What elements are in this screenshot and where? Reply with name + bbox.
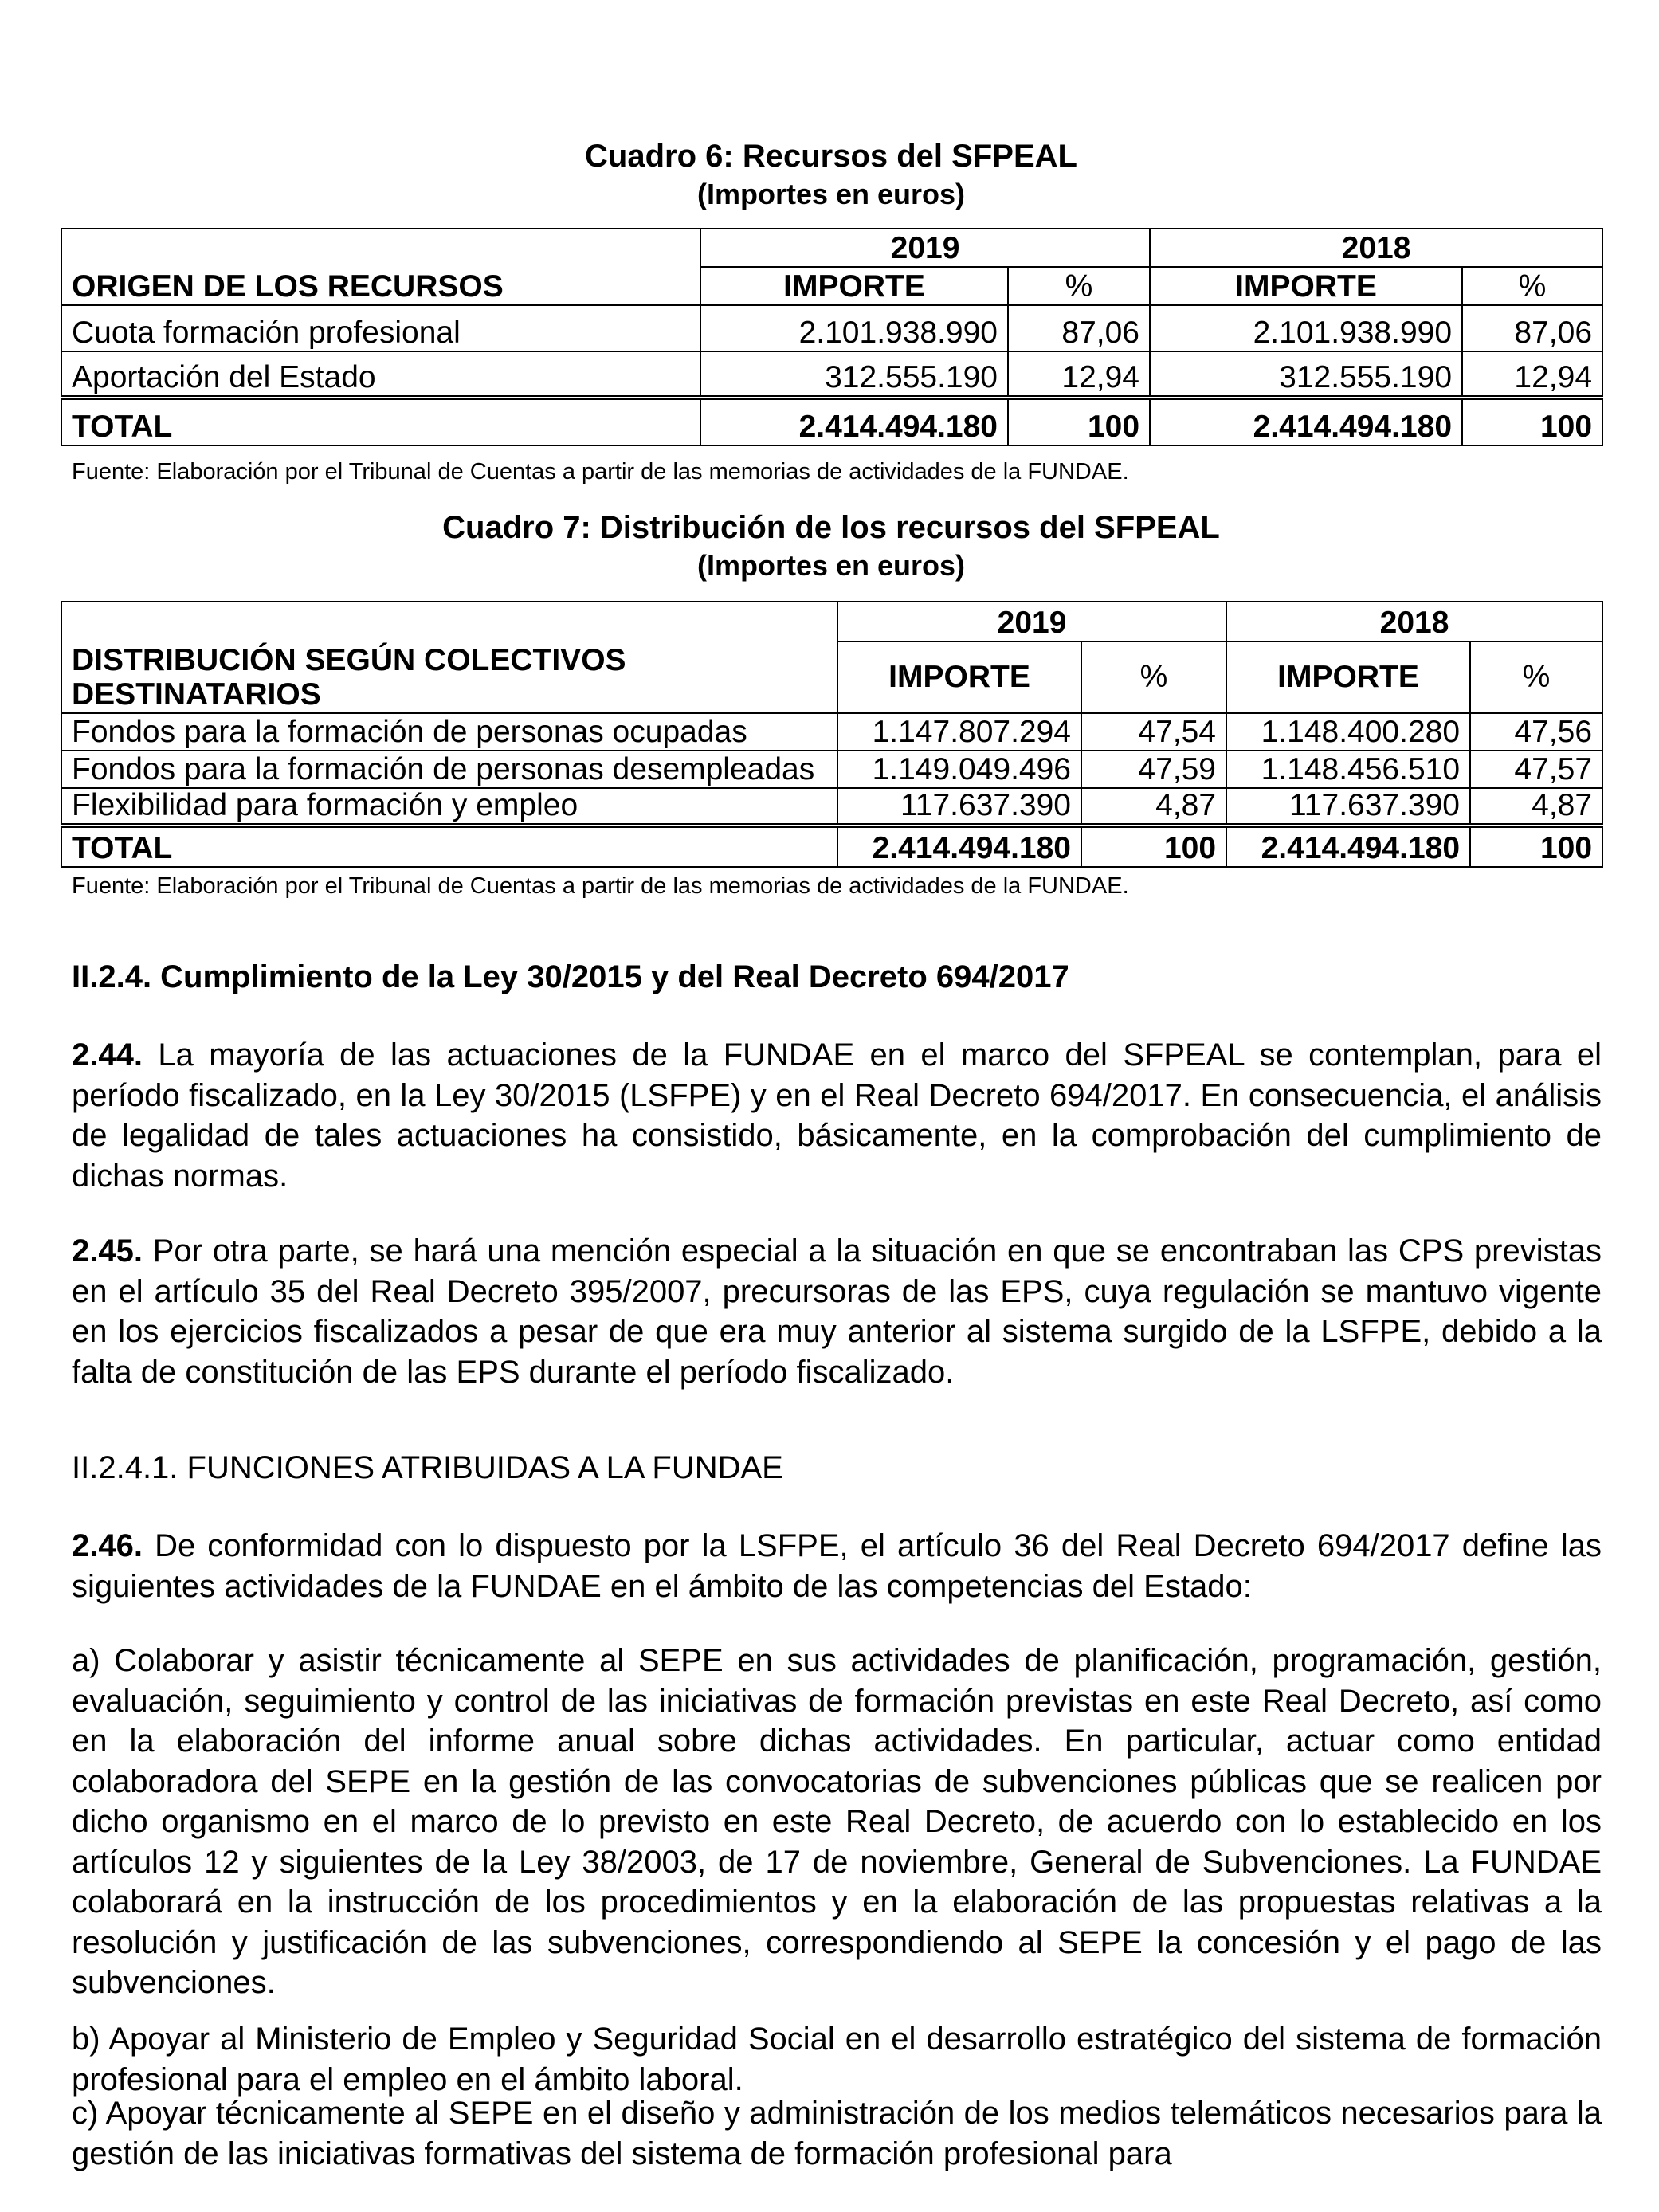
cell-pct: 87,06 [1462,305,1602,351]
year-header: 2019 [700,229,1150,267]
column-header: % [1462,267,1602,305]
table-total-row [61,826,1602,867]
cuadro6-source: Fuente: Elaboración por el Tribunal de Cuentas a partir de las memorias de actividades de la FUNDAE. [72,459,1129,484]
cuadro7-subtitle: (Importes en euros) [696,549,966,582]
row-label: Flexibilidad para formación y empleo [61,788,837,826]
cell-pct: 4,87 [1081,788,1226,826]
paragraph-2-46 [72,1526,1602,1606]
table-header-row [61,229,1602,267]
table-row [61,751,1602,788]
cuadro6-table [61,228,1603,446]
column-header: % [1081,641,1226,713]
year-header: 2019 [837,602,1226,641]
paragraph-number: 2.44. [72,1037,143,1073]
cell-importe: 1.148.456.510 [1226,751,1470,788]
section-heading: II.2.4. Cumplimiento de la Ley 30/2015 y del Real Decreto 694/2017 [72,959,1069,994]
row-label: TOTAL [61,398,700,445]
column-header: IMPORTE [837,641,1081,713]
cuadro6-subtitle: (Importes en euros) [696,178,966,210]
cell-pct: 12,94 [1008,351,1150,398]
column-header: ORIGEN DE LOS RECURSOS [61,267,700,305]
cuadro7-table [61,601,1603,868]
cuadro7-title: Cuadro 7: Distribución de los recursos del SFPEAL [442,510,1220,545]
cell-importe: 117.637.390 [1226,788,1470,826]
column-header [61,641,837,713]
row-label: Cuota formación profesional [61,305,700,351]
paragraph-2-45 [72,1231,1602,1392]
cell-importe: 2.101.938.990 [700,305,1008,351]
column-header: % [1008,267,1150,305]
cell-importe: 1.148.400.280 [1226,713,1470,751]
paragraph-number: 2.46. [72,1528,143,1563]
paragraph-number: 2.45. [72,1233,143,1269]
cell-importe: 312.555.190 [700,351,1008,398]
column-header-line: DESTINATARIOS [72,677,321,712]
column-header: % [1470,641,1602,713]
cell-importe: 2.414.494.180 [700,398,1008,445]
row-label: Fondos para la formación de personas ocupadas [61,713,837,751]
cell-importe: 2.414.494.180 [1150,398,1462,445]
cell-importe: 117.637.390 [837,788,1081,826]
table-header-row [61,602,1602,641]
cuadro6-title: Cuadro 6: Recursos del SFPEAL [585,139,1077,174]
table-row [61,788,1602,826]
year-header: 2018 [1226,602,1602,641]
row-label: Aportación del Estado [61,351,700,398]
list-item-c: c) Apoyar técnicamente al SEPE en el diseño y administración de los medios telemáticos necesarios para la gestión de las iniciativas formativas del sistema de formación profesional para [72,2096,1602,2171]
cell-importe: 2.414.494.180 [1226,826,1470,867]
cell-importe: 2.101.938.990 [1150,305,1462,351]
row-label: TOTAL [61,826,837,867]
cell-pct: 100 [1462,398,1602,445]
column-header-line: DISTRIBUCIÓN SEGÚN COLECTIVOS [72,642,626,677]
column-header: IMPORTE [700,267,1008,305]
paragraph-text: Por otra parte, se hará una mención especial a la situación en que se encontraban las CPS previstas en el artículo 35 del Real Decreto 395/2007, precursoras de las EPS, cuya regulación se mantuvo vigente en los ejercicios fiscalizados a pesar de que era muy anterior al sistema surgido de la LSFPE, debido a la falta de constitución de las EPS durante el período fiscalizado. [72,1233,1602,1390]
paragraph-text: De conformidad con lo dispuesto por la LSFPE, el artículo 36 del Real Decreto 694/2017 define las siguientes actividades de la FUNDAE en el ámbito de las competencias del Estado: [72,1528,1602,1604]
paragraph-2-44 [72,1035,1602,1196]
list-item-a: a) Colaborar y asistir técnicamente al SEPE en sus actividades de planificación, programación, gestión, evaluación, seguimiento y control de las iniciativas de formación previstas en este Real Decreto, así como en la elaboración del informe anual sobre dichas actividades. En particular, actuar como entidad colaboradora del SEPE en la gestión de las convocatorias de subvenciones públicas que se realicen por dicho organismo en el marco de lo previsto en este Real Decreto, de acuerdo con lo establecido en los artículos 12 y siguientes de la Ley 38/2003, de 17 de noviembre, General de Subvenciones. La FUNDAE colaborará en la instrucción de los procedimientos y en la elaboración de las propuestas relativas a la resolución y justificación de las subvenciones, correspondiendo al SEPE la concesión y el pago de las subvenciones. [72,1643,1602,2000]
list-item-b: b) Apoyar al Ministerio de Empleo y Seguridad Social en el desarrollo estratégico del sistema de formación profesional para el empleo en el ámbito laboral. [72,2022,1602,2097]
table-header-row [61,641,1602,713]
row-label: Fondos para la formación de personas desempleadas [61,751,837,788]
cell-pct: 100 [1008,398,1150,445]
cell-pct: 47,54 [1081,713,1226,751]
cell-importe: 1.149.049.496 [837,751,1081,788]
cell-pct: 100 [1470,826,1602,867]
cell-pct: 87,06 [1008,305,1150,351]
cell-importe: 2.414.494.180 [837,826,1081,867]
subsection-heading: II.2.4.1. FUNCIONES ATRIBUIDAS A LA FUNDAE [72,1450,783,1485]
table-header-row [61,267,1602,305]
table-row [61,351,1602,398]
table-row [61,305,1602,351]
column-header: IMPORTE [1150,267,1462,305]
cell-pct: 100 [1081,826,1226,867]
table-row [61,713,1602,751]
cuadro7-source: Fuente: Elaboración por el Tribunal de Cuentas a partir de las memorias de actividades de la FUNDAE. [72,873,1129,899]
column-header: IMPORTE [1226,641,1470,713]
cell-pct: 47,59 [1081,751,1226,788]
cell-importe: 1.147.807.294 [837,713,1081,751]
cell-pct: 12,94 [1462,351,1602,398]
paragraph-text: La mayoría de las actuaciones de la FUNDAE en el marco del SFPEAL se contemplan, para el período fiscalizado, en la Ley 30/2015 (LSFPE) y en el Real Decreto 694/2017. En consecuencia, el análisis de legalidad de tales actuaciones ha consistido, básicamente, en la comprobación del cumplimiento de dichas normas. [72,1037,1602,1194]
cell-importe: 312.555.190 [1150,351,1462,398]
cell-pct: 4,87 [1470,788,1602,826]
table-total-row [61,398,1602,445]
cell-pct: 47,57 [1470,751,1602,788]
year-header: 2018 [1150,229,1602,267]
cell-pct: 47,56 [1470,713,1602,751]
